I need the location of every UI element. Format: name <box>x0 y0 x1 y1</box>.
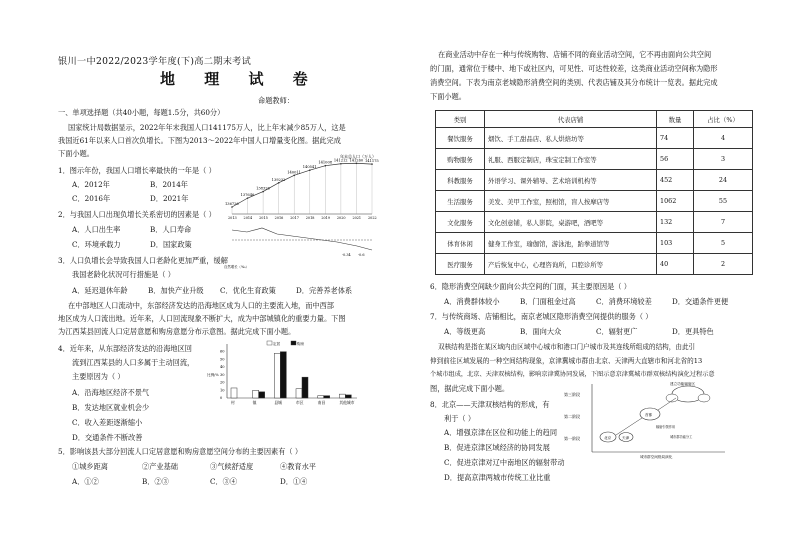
data-label: 140541 <box>302 165 317 170</box>
question-2: 2．与我国人口出现负增长关系密切的因素是（ ） <box>58 210 216 219</box>
option[interactable]: C．消费环境较差 <box>596 297 652 306</box>
intro-text: 伸到前往区域发展的一种空间结构现象，京津冀城市群由北京、天津两大直辖市和河北省的13 <box>430 357 703 365</box>
table-cell: 3 <box>694 149 753 170</box>
table-cell: 文化服务 <box>436 212 485 233</box>
section-heading: 一、单项选择题（共40小题，每题1.5分，共60分） <box>58 108 225 117</box>
table-cell: 56 <box>657 149 694 170</box>
legend-label: 年末总人口（万人） <box>340 154 376 159</box>
table-row <box>436 212 753 233</box>
option[interactable]: D．交通条件不断改善 <box>72 433 143 442</box>
table-row <box>436 233 753 254</box>
question-1: 1．图示年份，我国人口增长率最快的一年是（ ） <box>58 166 216 175</box>
bar <box>345 395 351 398</box>
option[interactable]: D．交通条件更便 <box>672 297 729 306</box>
return-migration-chart <box>205 340 360 412</box>
data-point <box>356 162 358 164</box>
table-cell: 452 <box>657 170 694 191</box>
bar <box>231 388 237 398</box>
y-tick-label: 40 <box>220 365 225 370</box>
data-point <box>231 206 233 208</box>
option[interactable]: B．面向大众 <box>520 327 562 336</box>
stage-label: 第二阶段 <box>564 414 580 419</box>
table-cell: 74 <box>657 128 694 149</box>
data-label: 140011 <box>287 170 301 175</box>
consumption-space-table <box>435 110 753 275</box>
table-cell: 产后恢复中心，心理咨询所，口腔诊所等 <box>485 254 657 275</box>
option[interactable]: A．2012年 <box>72 180 110 189</box>
table-cell: 7 <box>694 212 753 233</box>
intro-text: 下面小题。 <box>58 149 94 158</box>
table-header: 类别 <box>436 111 485 128</box>
table-cell: 24 <box>694 170 753 191</box>
bar <box>324 396 330 398</box>
x-tick-label: 其他城市 <box>339 400 355 405</box>
option[interactable]: B．②③ <box>142 477 169 486</box>
table-header: 数量 <box>657 111 694 128</box>
option[interactable]: A．等级更高 <box>444 327 486 336</box>
intro-text: 个城市组成，北京、天津双核结构，影响京津冀协同发展，下图示意京津冀城市群双核结构演化过程示意 <box>430 371 715 378</box>
intro-text: 消费空间。下表为南京老城隐形消费空间的类别、代表店铺及其分布统计一览表。据此完成 <box>430 78 718 87</box>
table-cell: 体育休闲 <box>436 233 485 254</box>
intro-text: 国家统计局数据显示，2022年年末我国人口141175万人，比上年末减少85万人，这是 <box>68 123 346 132</box>
legend-swatch <box>291 341 296 345</box>
table-cell: 健身工作室，瑜伽馆，游泳池，跆拳道馆等 <box>485 233 657 254</box>
intro-text: 地区成为人口流出地。近年来，人口回流现象不断扩大，成为中部城镇化的重要力量。下图 <box>58 314 346 323</box>
data-label: 141175 <box>365 159 379 164</box>
x-tick-label: 市区 <box>296 400 304 405</box>
intro-text: 的门面，通常位于楼中、地下或社区内，可见性、可达性较差，这类商业活动空间称为隐形 <box>430 64 718 73</box>
table-cell: 1062 <box>657 191 694 212</box>
table-row <box>436 170 753 191</box>
tick-label: 2020 <box>336 216 346 220</box>
table-cell: 文化创意铺，私人影院，桌游吧，酒吧等 <box>485 212 657 233</box>
table-cell: 美发、美甲工作室，照相馆，盲人按摩店等 <box>485 191 657 212</box>
question-8: 利于（ ） <box>444 414 476 423</box>
axis-label: 城市群空间格局演化 <box>640 455 673 459</box>
q5-item: ①城乡距离 <box>72 462 108 471</box>
table-header: 占比（%） <box>694 111 753 128</box>
question-3: 3．人口负增长会导致我国人口老龄化更加严重，缓解 <box>58 256 228 265</box>
y-axis-label: 比例/% <box>207 373 219 377</box>
page-title: 地 理 试 卷 <box>160 70 320 88</box>
option[interactable]: C．2016年 <box>72 194 111 203</box>
option[interactable]: A．沿海地区经济不景气 <box>72 388 150 397</box>
tick-label: 2017 <box>290 216 299 220</box>
option[interactable]: C．收入差距逐渐缩小 <box>72 418 143 427</box>
option[interactable]: A．①② <box>72 477 99 486</box>
y-tick-label: 30 <box>220 372 225 377</box>
bar <box>253 390 259 398</box>
bar <box>259 392 265 398</box>
table-cell: 55 <box>694 191 753 212</box>
data-label: 141008 <box>318 160 333 165</box>
legend-label: 购房 <box>297 342 305 346</box>
question-4: 流到江西某县的人口多属于主动回流， <box>72 358 195 367</box>
y-tick-label: 60 <box>220 349 225 354</box>
dual-core-diagram <box>560 380 730 460</box>
intro-text: 双核结构是指在某区域内由区域中心城市和港口门户城市及其连线所组成的结构，由此引 <box>438 343 696 351</box>
y-tick-label: 0 <box>220 396 223 400</box>
data-point <box>278 182 280 184</box>
option[interactable]: C．环境承载力 <box>72 240 121 249</box>
intro-text: 我国近61年以来人口首次负增长。下图为2013～2022年中国人口增量变化图。据此完成 <box>58 136 341 145</box>
option[interactable]: D．提高京津两城市传统工业比重 <box>444 473 551 482</box>
table-header: 代表店铺 <box>485 111 657 128</box>
option[interactable]: D．①④ <box>280 477 308 486</box>
y-tick-label: 10 <box>220 388 225 393</box>
population-chart <box>222 152 382 270</box>
y-tick-label: 20 <box>220 380 225 385</box>
intro-text: 下面小题。 <box>430 92 466 101</box>
bar <box>302 377 308 398</box>
option[interactable]: C．辐射更广 <box>596 327 638 336</box>
node-tianjin: 天津 <box>622 436 630 440</box>
diagram-label: 城市群功能分工 <box>670 435 693 439</box>
data-point <box>309 169 311 171</box>
data-point <box>293 175 295 177</box>
table-cell: 外语学习、课外辅导、艺术培训机构等 <box>485 170 657 191</box>
tick-label: 2014 <box>243 216 253 220</box>
y-tick-label: 50 <box>220 357 225 362</box>
top-label: 建立功能辐射区 <box>670 382 696 386</box>
data-label: 136726 <box>225 201 239 206</box>
option[interactable]: B．人口寿命 <box>150 225 192 234</box>
intro-text: 在中部地区人口流动中，东部经济发达的沿海地区成为人口的主要流入地，而中西部 <box>68 301 334 310</box>
question-4: 4．近年来，从东部经济发达的沿海地区回 <box>58 344 192 353</box>
table-cell: 生活服务 <box>436 191 485 212</box>
table-row <box>436 149 753 170</box>
data-point <box>325 165 327 167</box>
data-point <box>371 163 373 165</box>
option[interactable]: A．人口出生率 <box>72 225 121 234</box>
option[interactable]: B．发达地区就业机会少 <box>72 403 150 412</box>
table-header-row <box>436 111 753 128</box>
option[interactable]: C．促进京津对辽中南地区的辐射带动 <box>444 458 565 467</box>
table-row <box>436 254 753 275</box>
data-label: 137646 <box>240 193 255 198</box>
option[interactable]: C．③④ <box>210 477 238 486</box>
table-cell: 132 <box>657 212 694 233</box>
bar <box>296 389 302 398</box>
bar <box>274 353 280 398</box>
x-tick-label: 南昌 <box>317 400 326 405</box>
option[interactable]: D．2021年 <box>150 194 189 203</box>
data-point <box>340 163 342 165</box>
school-header: 银川一中2022/2023学年度(下)高二期末考试 <box>58 56 252 67</box>
table-cell: 5 <box>694 233 753 254</box>
data-label: 138326 <box>256 186 270 191</box>
tick-label: 2013 <box>228 216 237 220</box>
x-tick-label: 县城 <box>274 400 282 405</box>
data-point <box>262 191 264 193</box>
option[interactable]: B．门面租金过高 <box>520 297 576 306</box>
bar <box>280 352 286 398</box>
option[interactable]: A．消费群体较小 <box>444 297 500 306</box>
tick-label: 2022 <box>368 216 377 220</box>
y-axis-label: 自然增长（‰） <box>224 265 249 269</box>
question-4: 主要原因为（ ） <box>72 372 125 381</box>
legend-label: 定居 <box>273 342 281 346</box>
table-row <box>436 191 753 212</box>
question-3: 我国老龄化状况可行措施是（ ） <box>72 270 175 279</box>
table-cell: 购物服务 <box>436 149 485 170</box>
table-cell: 40 <box>657 254 694 275</box>
option[interactable]: A．延迟退休年龄 <box>72 286 128 295</box>
table-cell: 103 <box>657 233 694 254</box>
data-point <box>247 197 249 199</box>
table-cell: 医疗服务 <box>436 254 485 275</box>
option[interactable]: D．更具特色 <box>672 327 714 336</box>
tick-label: 2019 <box>321 216 330 220</box>
table-row <box>436 128 753 149</box>
option[interactable]: B．促进京津区域经济的协同发展 <box>444 443 550 452</box>
intro-text: 为江西某县回流人口定居意愿和购房意愿分布示意图。据此完成下面小题。 <box>58 327 296 336</box>
legend-swatch <box>267 341 272 345</box>
data-label: 141212 <box>333 158 348 163</box>
author-line: 命题教师： <box>258 96 294 105</box>
option[interactable]: D．完善养老体系 <box>296 286 353 295</box>
question-7: 7．与传统商场、店铺相比，南京老城区隐形消费空间提供的服务（ ） <box>430 312 653 321</box>
tick-label: 2018 <box>305 216 315 220</box>
question-6: 6．隐形消费空间缺少面向公共空间的门面，其主要原因是（ ） <box>430 282 631 291</box>
option[interactable]: B．加快产业升级 <box>148 286 204 295</box>
tick-label: 2016 <box>274 216 284 220</box>
option[interactable]: D．国家政策 <box>150 240 192 249</box>
stage-label: 第三阶段 <box>564 392 580 397</box>
table-cell: 4 <box>694 128 753 149</box>
question-8: 8．北京——天津双核结构的形成，有 <box>430 400 550 409</box>
bar <box>339 394 345 398</box>
intro-text: 图，据此完成下面小题。 <box>430 384 510 393</box>
data-label: 139232 <box>271 177 286 182</box>
table-cell: 餐饮服务 <box>436 128 485 149</box>
tick-label: 2015 <box>259 216 268 220</box>
option[interactable]: A．增强京津在区位和功能上的趋同 <box>444 428 558 437</box>
question-5: 5．影响该县大部分回流人口定居意愿和购房意愿空间分布的主要因素有（ ） <box>58 447 303 456</box>
tick-label: 2021 <box>352 216 362 220</box>
x-tick-label: 镇 <box>252 400 257 405</box>
bar <box>318 396 324 398</box>
rate-label: -0.34 <box>342 253 351 257</box>
node-beijing: 北京 <box>604 436 612 440</box>
data-label: 141260 <box>349 158 364 163</box>
option[interactable]: C．优化生育政策 <box>220 286 276 295</box>
rate-line <box>232 228 372 250</box>
q5-item: ②产业基础 <box>142 462 178 471</box>
table-cell: 2 <box>694 254 753 275</box>
table-cell: 科教服务 <box>436 170 485 191</box>
q5-item: ④教育水平 <box>280 462 316 471</box>
q5-item: ③气候舒适度 <box>210 462 254 471</box>
diagram-label: 辐射引领作用 <box>656 425 676 429</box>
table-cell: 礼服、西服定制店，珠宝定制工作室等 <box>485 149 657 170</box>
rate-label: -0.6 <box>358 253 365 257</box>
node-capital: 首都 <box>645 413 653 417</box>
intro-text: 在商业活动中存在一种与传统购物、店铺不同的商业活动空间，它不再由面向公共空间 <box>438 50 712 59</box>
stage-label: 第一阶段 <box>564 436 580 441</box>
option[interactable]: B．2014年 <box>150 180 188 189</box>
table-cell: 烟饮、手工甜品店、私人烘焙坊等 <box>485 128 657 149</box>
x-tick-label: 村 <box>231 400 235 405</box>
